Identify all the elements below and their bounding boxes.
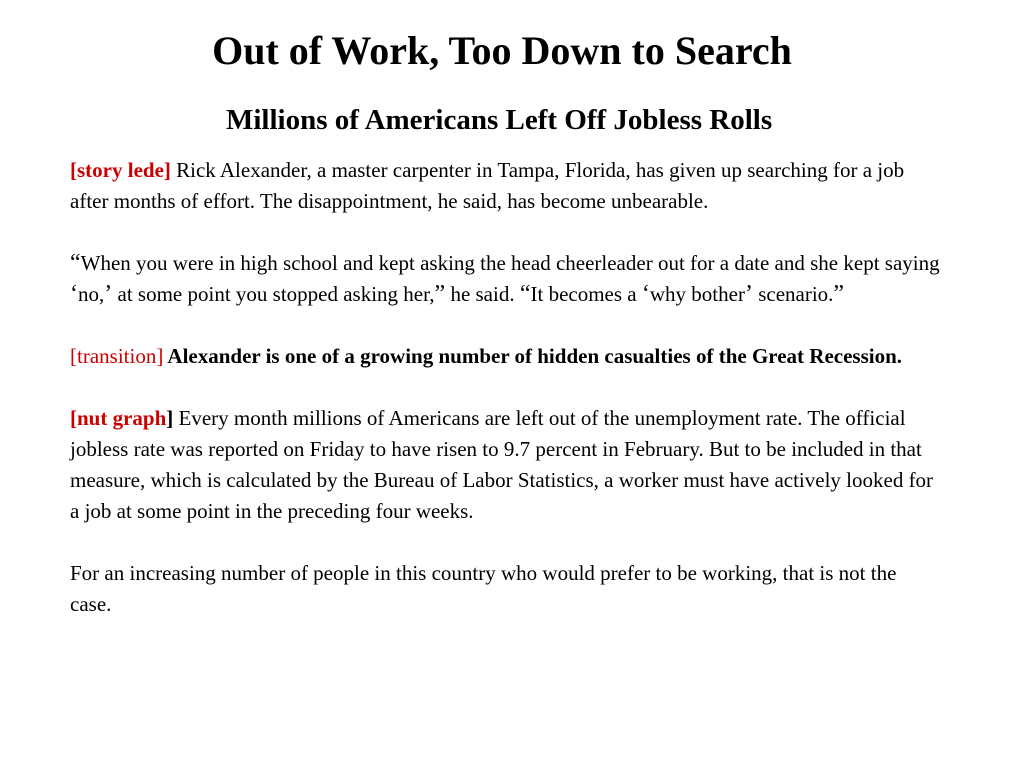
transition-tag: [transition] (70, 344, 164, 368)
quote-text-part3: he said. (445, 282, 520, 306)
single-quote-close-2: ’ (744, 281, 753, 307)
nut-graph-tag-word: nut graph (77, 406, 167, 430)
slide-title: Out of Work, Too Down to Search (212, 28, 792, 73)
transition-text: Alexander is one of a growing number of hidden casualties of the Great Recession. (163, 344, 903, 368)
nut-graph-paragraph (70, 403, 940, 527)
single-quote-open-1: ‘ (70, 281, 78, 307)
single-quote-close-1: ’ (104, 281, 113, 307)
closing-paragraph: For an increasing number of people in this country who would prefer to be working, that is not the case. (70, 561, 897, 616)
transition-paragraph (70, 341, 940, 372)
close-quote-mark-2: ” (833, 281, 845, 307)
story-lede-tag: [story lede] (70, 158, 171, 182)
open-quote-mark-2: “ (519, 281, 531, 307)
open-quote-mark: “ (70, 250, 81, 276)
quote-word-no: no, (78, 282, 105, 306)
quote-word-why-bother: why bother (649, 282, 745, 306)
nut-graph-tag-open: [ (70, 406, 77, 430)
quote-paragraph (70, 248, 940, 310)
close-quote-mark-1: ” (434, 281, 446, 307)
nut-graph-text: Every month millions of Americans are left out of the unemployment rate. The official jobless rate was reported on Friday to have risen to 9.7 percent in February. But to be included in that measure, which is calculated by the Bureau of Labor Statistics, a worker must have actively looked for a job at some point in the preceding four weeks. (70, 406, 934, 523)
quote-text-part4: It becomes a (530, 282, 642, 306)
quote-text-part1: When you were in high school and kept asking the head cheerleader out for a date and she kept saying (80, 251, 940, 275)
quote-text-part2: at some point you stopped asking her, (112, 282, 435, 306)
story-lede-text: Rick Alexander, a master carpenter in Tampa, Florida, has given up searching for a job after months of effort. The disappointment, he said, has become unbearable. (70, 158, 905, 213)
slide-body (70, 155, 940, 620)
single-quote-open-2: ‘ (641, 281, 650, 307)
nut-graph-tag-close: ] (166, 406, 174, 430)
slide-subtitle: Millions of Americans Left Off Jobless Rolls (226, 104, 773, 136)
quote-text-part5: scenario. (752, 282, 834, 306)
story-lede-paragraph (70, 155, 940, 217)
